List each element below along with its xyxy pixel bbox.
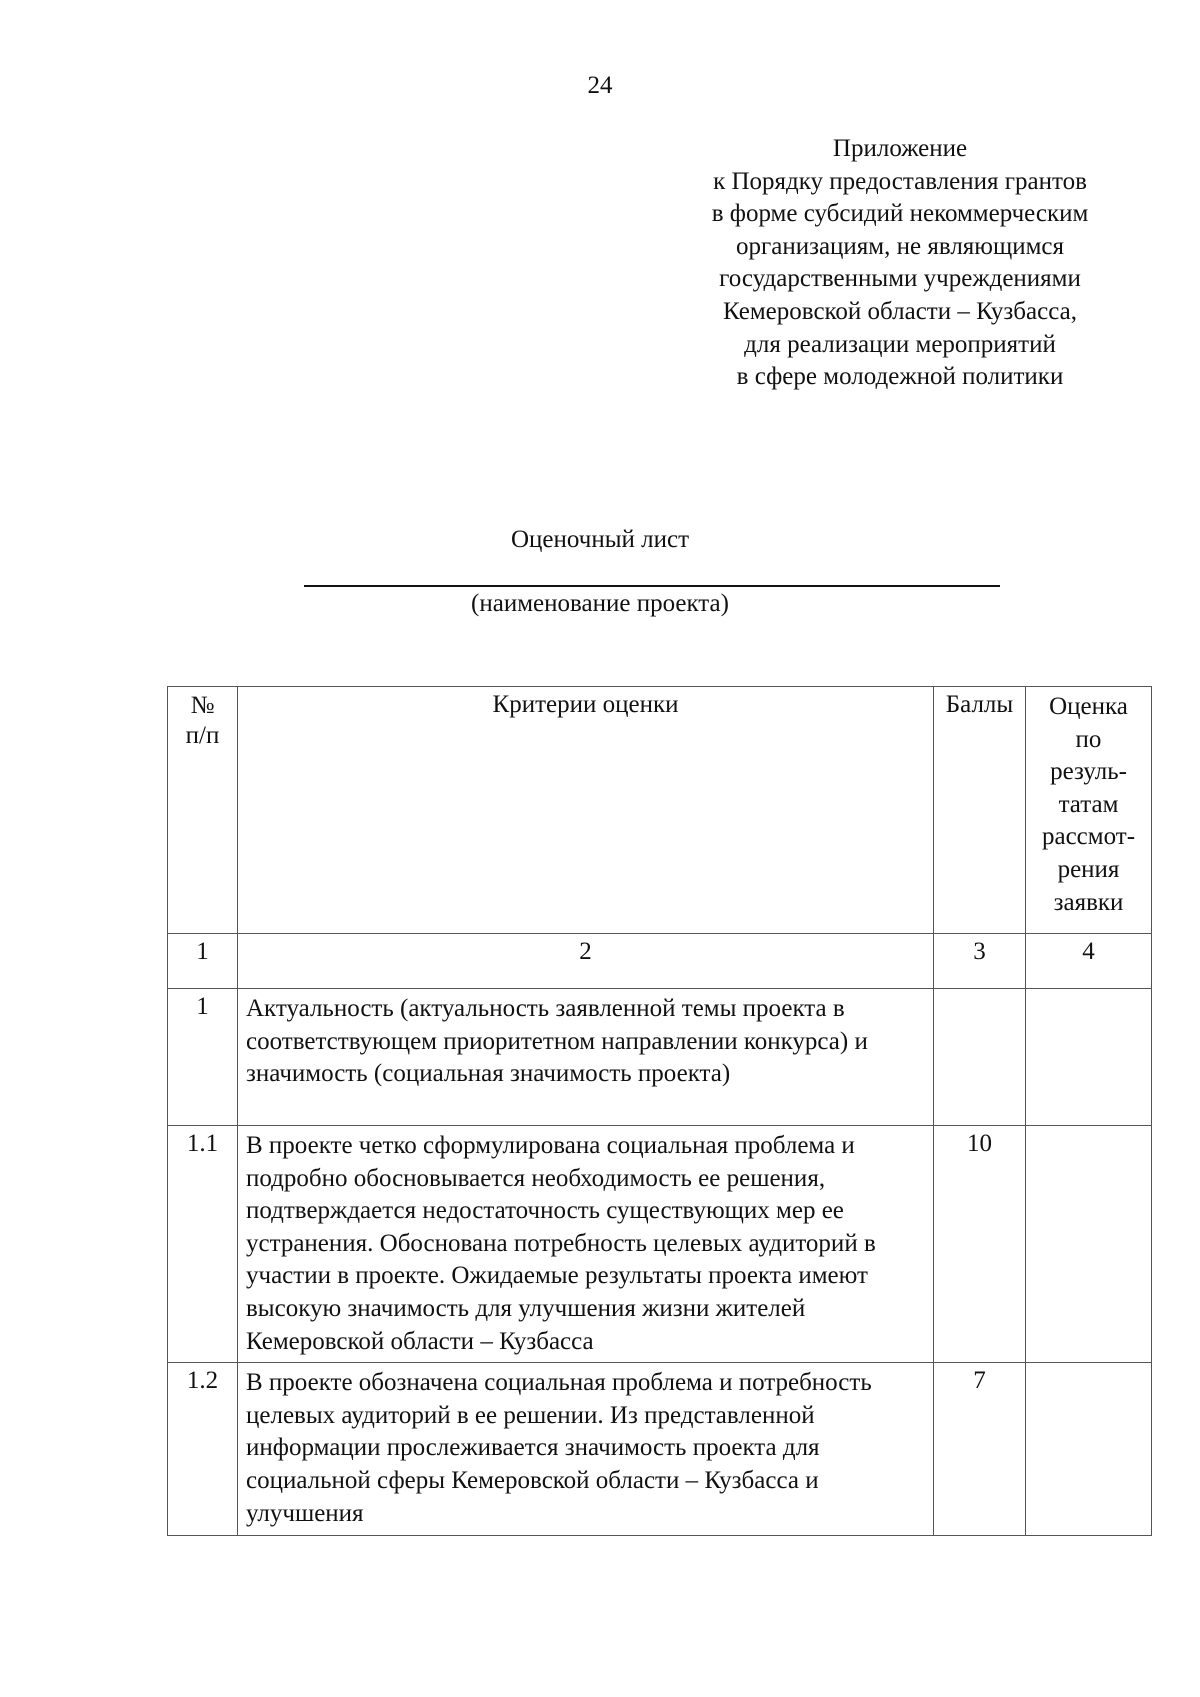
- table-header-row: [168, 687, 1152, 934]
- header-evaluation-line: по: [1075, 725, 1102, 753]
- criteria-table: [167, 686, 1152, 1536]
- appendix-block: [650, 133, 1150, 394]
- appendix-line: в форме субсидий некоммерческим: [711, 200, 1089, 228]
- project-name-caption: (наименование проекта): [471, 590, 729, 617]
- row-num: 1.1: [168, 1126, 238, 1363]
- header-evaluation-line: резуль-: [1050, 758, 1127, 786]
- column-index: 1: [168, 934, 238, 989]
- appendix-line: для реализации мероприятий: [744, 330, 1056, 358]
- header-evaluation-line: Оценка: [1049, 693, 1128, 720]
- appendix-line: в сфере молодежной политики: [736, 363, 1064, 391]
- column-index: 3: [934, 934, 1026, 989]
- header-num-line: №: [190, 692, 215, 719]
- header-criteria: Критерии оценки: [238, 687, 934, 934]
- column-index: 2: [238, 934, 934, 989]
- page-number: 24: [587, 72, 613, 99]
- header-num: [168, 687, 238, 934]
- table-row: [168, 1126, 1152, 1363]
- appendix-line: государственными учреждениями: [719, 265, 1081, 293]
- header-score: Баллы: [934, 687, 1026, 934]
- appendix-line: к Порядку предоставления грантов: [713, 167, 1087, 195]
- row-score: [934, 989, 1026, 1126]
- row-num: 1: [168, 989, 238, 1126]
- column-index-row: [168, 934, 1152, 989]
- row-num: 1.2: [168, 1363, 238, 1536]
- header-evaluation: [1026, 687, 1152, 934]
- row-criteria: Актуальность (актуальность заявленной темы проекта в соответствующем приоритетном направлении конкурса) и значимость (социальная значимость проекта): [238, 989, 934, 1126]
- row-evaluation: [1026, 1126, 1152, 1363]
- row-criteria: В проекте обозначена социальная проблема и потребность целевых аудиторий в ее решении. Из представленной информации прослеживается значимость проекта для социальной сферы Кемеровской области – Кузбасса и улучшения: [238, 1363, 934, 1536]
- table-row: [168, 1363, 1152, 1536]
- header-evaluation-line: рассмот-: [1041, 823, 1136, 851]
- appendix-line: Приложение: [832, 135, 968, 162]
- header-evaluation-line: рения: [1057, 855, 1120, 883]
- row-score: 10: [934, 1126, 1026, 1363]
- project-name-line: [304, 585, 1000, 587]
- row-score: 7: [934, 1363, 1026, 1536]
- column-index: 4: [1026, 934, 1152, 989]
- appendix-line: организациям, не являющимся: [735, 232, 1065, 260]
- row-criteria: В проекте четко сформулирована социальная проблема и подробно обосновывается необходимость ее решения, подтверждается недостаточность существующих мер ее устранения. Обоснована потребность целевых аудиторий в участии в проекте. Ожидаемые результаты проекта имеют высокую значимость для улучшения жизни жителей Кемеровской области – Кузбасса: [238, 1126, 934, 1363]
- header-evaluation-line: татам: [1058, 790, 1119, 818]
- appendix-line: Кемеровской области – Кузбасса,: [723, 297, 1077, 325]
- row-evaluation: [1026, 989, 1152, 1126]
- row-evaluation: [1026, 1363, 1152, 1536]
- header-evaluation-line: заявки: [1053, 888, 1124, 916]
- header-num-line: п/п: [185, 722, 220, 749]
- sheet-title: Оценочный лист: [510, 526, 689, 553]
- table-row: [168, 989, 1152, 1126]
